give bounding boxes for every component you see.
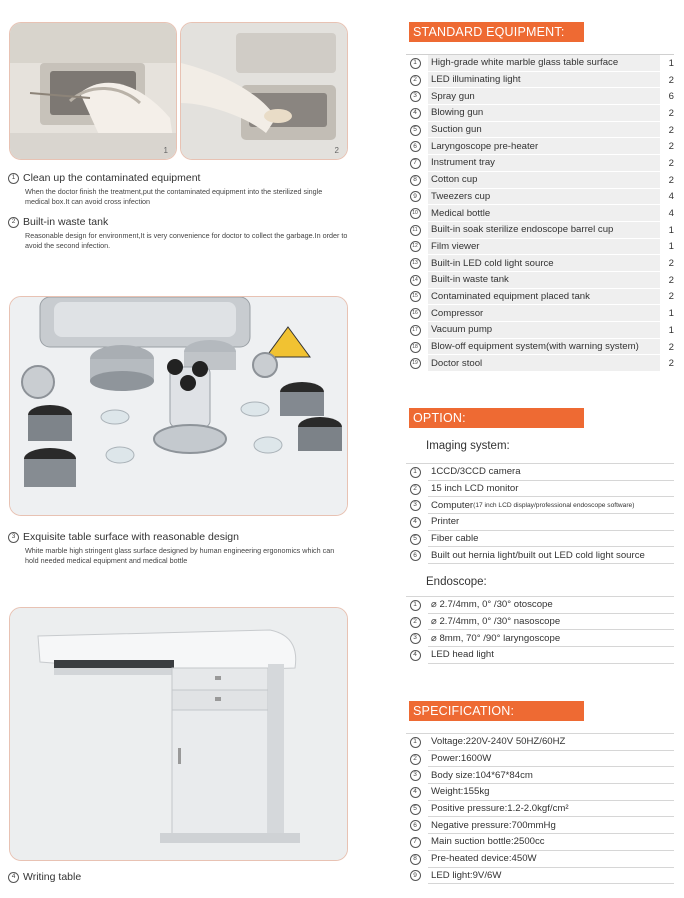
row-quantity: 2 bbox=[668, 291, 674, 303]
row-label-cell bbox=[428, 339, 660, 356]
table-row bbox=[406, 138, 674, 155]
table-row bbox=[406, 547, 674, 564]
row-label-cell bbox=[428, 305, 660, 322]
number-circle-icon: 6 bbox=[410, 141, 421, 152]
table-row bbox=[406, 239, 674, 256]
number-circle-icon: 2 bbox=[410, 484, 421, 495]
row-label: Printer bbox=[431, 516, 460, 528]
table-row bbox=[406, 88, 674, 105]
number-circle-icon: 1 bbox=[410, 600, 421, 611]
row-label-cell bbox=[428, 784, 674, 801]
caption-text: Reasonable design for environment,It is very convenience for doctor to collect the garbage.In order to avoid the second infection. bbox=[25, 231, 348, 250]
table-row bbox=[406, 734, 674, 751]
row-label: Built-in soak sterilize endoscope barrel cup bbox=[431, 224, 614, 236]
row-label-cell bbox=[428, 597, 674, 614]
row-quantity: 4 bbox=[668, 208, 674, 220]
row-label-cell bbox=[428, 322, 660, 339]
table-row bbox=[406, 305, 674, 322]
row-label: Built-in LED cold light source bbox=[431, 257, 554, 269]
table-row bbox=[406, 801, 674, 818]
row-label-cell bbox=[428, 751, 674, 768]
photo-writing-table bbox=[9, 607, 348, 861]
specification-heading: SPECIFICATION: bbox=[409, 701, 584, 721]
number-circle-icon: 4 bbox=[8, 872, 19, 883]
row-label: Built-in waste tank bbox=[431, 274, 509, 286]
row-quantity: 2 bbox=[668, 358, 674, 370]
row-label-cell bbox=[428, 155, 660, 172]
row-label-cell bbox=[428, 481, 674, 498]
table-row bbox=[406, 355, 674, 372]
row-quantity: 4 bbox=[668, 191, 674, 203]
row-label: Contaminated equipment placed tank bbox=[431, 290, 590, 302]
caption-text: White marble high stringent glass surface designed by human engineering ergonomics which can hold needed medical equipment and medical bottle bbox=[25, 546, 335, 565]
imaging-system-table bbox=[406, 463, 674, 564]
row-label: Tweezers cup bbox=[431, 190, 491, 202]
number-circle-icon: 7 bbox=[410, 837, 421, 848]
number-circle-icon: 1 bbox=[8, 173, 19, 184]
caption-table-surface bbox=[8, 531, 348, 566]
caption-title: Exquisite table surface with reasonable design bbox=[23, 531, 239, 543]
number-circle-icon: 18 bbox=[410, 342, 421, 353]
endoscope-heading: Endoscope: bbox=[426, 576, 487, 588]
row-quantity: 2 bbox=[668, 74, 674, 86]
row-quantity: 2 bbox=[668, 174, 674, 186]
table-row bbox=[406, 767, 674, 784]
standard-equipment-heading: STANDARD EQUIPMENT: bbox=[409, 22, 584, 42]
number-circle-icon: 2 bbox=[410, 617, 421, 628]
row-note: (17 inch LCD display/professional endoscope software) bbox=[473, 501, 635, 509]
row-quantity: 1 bbox=[668, 324, 674, 336]
number-circle-icon: 16 bbox=[410, 308, 421, 319]
table-row bbox=[406, 834, 674, 851]
imaging-system-heading: Imaging system: bbox=[426, 440, 510, 452]
number-circle-icon: 14 bbox=[410, 275, 421, 286]
number-circle-icon: 19 bbox=[410, 358, 421, 369]
row-label: Power:1600W bbox=[431, 753, 492, 765]
table-row bbox=[406, 289, 674, 306]
row-label: Voltage:220V-240V 50HZ/60HZ bbox=[431, 736, 566, 748]
number-circle-icon: 6 bbox=[410, 820, 421, 831]
row-label: Blow-off equipment system(with warning system) bbox=[431, 341, 639, 353]
row-label-cell bbox=[428, 767, 674, 784]
table-row bbox=[406, 55, 674, 72]
table-row bbox=[406, 464, 674, 481]
table-row bbox=[406, 72, 674, 89]
number-circle-icon: 3 bbox=[410, 770, 421, 781]
specification-table bbox=[406, 733, 674, 884]
row-label: 1CCD/3CCD camera bbox=[431, 466, 521, 478]
row-label: Pre-heated device:450W bbox=[431, 853, 537, 865]
option-heading: OPTION: bbox=[409, 408, 584, 428]
row-label-cell bbox=[428, 355, 660, 372]
row-label: Film viewer bbox=[431, 240, 480, 252]
row-quantity: 2 bbox=[668, 107, 674, 119]
table-row bbox=[406, 614, 674, 631]
photo-number: 1 bbox=[163, 146, 168, 155]
table-row bbox=[406, 784, 674, 801]
table-row bbox=[406, 322, 674, 339]
number-circle-icon: 4 bbox=[410, 787, 421, 798]
table-row bbox=[406, 122, 674, 139]
table-row bbox=[406, 481, 674, 498]
row-quantity: 1 bbox=[668, 308, 674, 320]
number-circle-icon: 11 bbox=[410, 225, 421, 236]
row-label: Compressor bbox=[431, 307, 484, 319]
table-row bbox=[406, 497, 674, 514]
row-label-cell bbox=[428, 614, 674, 631]
row-label-cell bbox=[428, 514, 674, 531]
row-quantity: 1 bbox=[668, 224, 674, 236]
row-quantity: 2 bbox=[668, 141, 674, 153]
row-label: ⌀ 8mm, 70° /90° laryngoscope bbox=[431, 632, 561, 644]
row-label-cell bbox=[428, 55, 660, 72]
number-circle-icon: 3 bbox=[8, 532, 19, 543]
row-label-cell bbox=[428, 647, 674, 664]
table-row bbox=[406, 851, 674, 868]
caption-title: Writing table bbox=[23, 871, 82, 883]
number-circle-icon: 4 bbox=[410, 517, 421, 528]
row-quantity: 1 bbox=[668, 57, 674, 69]
row-label-cell bbox=[428, 464, 674, 481]
row-label-cell bbox=[428, 122, 660, 139]
row-label-cell bbox=[428, 817, 674, 834]
row-label: Doctor stool bbox=[431, 357, 483, 369]
row-quantity: 2 bbox=[668, 157, 674, 169]
row-label-cell bbox=[428, 497, 674, 514]
row-label-cell bbox=[428, 630, 674, 647]
row-label-cell bbox=[428, 868, 674, 885]
number-circle-icon: 2 bbox=[8, 217, 19, 228]
row-label: LED light:9V/6W bbox=[431, 869, 502, 881]
table-row bbox=[406, 222, 674, 239]
caption-writing-table bbox=[8, 871, 348, 883]
number-circle-icon: 8 bbox=[410, 175, 421, 186]
table-row bbox=[406, 272, 674, 289]
row-label-cell bbox=[428, 138, 660, 155]
row-label: Suction gun bbox=[431, 124, 482, 136]
table-row bbox=[406, 514, 674, 531]
row-label-cell bbox=[428, 289, 660, 306]
number-circle-icon: 5 bbox=[410, 804, 421, 815]
row-label-cell bbox=[428, 205, 660, 222]
row-quantity: 2 bbox=[668, 274, 674, 286]
row-label: Blowing gun bbox=[431, 107, 484, 119]
row-label: Body size:104*67*84cm bbox=[431, 769, 533, 781]
row-label-cell bbox=[428, 189, 660, 206]
caption-title: Built-in waste tank bbox=[23, 216, 109, 228]
number-circle-icon: 4 bbox=[410, 650, 421, 661]
row-label: Instrument tray bbox=[431, 157, 495, 169]
table-row bbox=[406, 630, 674, 647]
table-row bbox=[406, 172, 674, 189]
row-label: Medical bottle bbox=[431, 207, 491, 219]
row-quantity: 2 bbox=[668, 341, 674, 353]
row-label-cell bbox=[428, 834, 674, 851]
number-circle-icon: 17 bbox=[410, 325, 421, 336]
row-label: Negative pressure:700mmHg bbox=[431, 819, 556, 831]
table-row bbox=[406, 751, 674, 768]
row-label-cell bbox=[428, 239, 660, 256]
caption-title: Clean up the contaminated equipment bbox=[23, 172, 201, 184]
number-circle-icon: 13 bbox=[410, 258, 421, 269]
row-label-cell bbox=[428, 172, 660, 189]
row-label: Weight:155kg bbox=[431, 786, 490, 798]
row-label-cell bbox=[428, 88, 660, 105]
row-label-cell bbox=[428, 222, 660, 239]
number-circle-icon: 9 bbox=[410, 191, 421, 202]
table-row bbox=[406, 817, 674, 834]
number-circle-icon: 3 bbox=[410, 91, 421, 102]
number-circle-icon: 1 bbox=[410, 58, 421, 69]
caption-waste-tank bbox=[8, 216, 348, 251]
row-label: Cotton cup bbox=[431, 174, 478, 186]
table-row bbox=[406, 868, 674, 885]
row-label-cell bbox=[428, 105, 660, 122]
number-circle-icon: 2 bbox=[410, 75, 421, 86]
table-row bbox=[406, 597, 674, 614]
row-label-cell bbox=[428, 547, 674, 564]
number-circle-icon: 2 bbox=[410, 754, 421, 765]
row-label: ⌀ 2.7/4mm, 0° /30° otoscope bbox=[431, 599, 553, 611]
table-row bbox=[406, 647, 674, 664]
row-label: LED illuminating light bbox=[431, 74, 521, 86]
number-circle-icon: 15 bbox=[410, 291, 421, 302]
table-row bbox=[406, 155, 674, 172]
table-row bbox=[406, 255, 674, 272]
number-circle-icon: 6 bbox=[410, 550, 421, 561]
row-label-cell bbox=[428, 72, 660, 89]
number-circle-icon: 1 bbox=[410, 737, 421, 748]
number-circle-icon: 3 bbox=[410, 500, 421, 511]
number-circle-icon: 3 bbox=[410, 633, 421, 644]
row-label-cell bbox=[428, 851, 674, 868]
caption-clean-up bbox=[8, 172, 348, 207]
row-label: Laryngoscope pre-heater bbox=[431, 140, 539, 152]
row-label: Positive pressure:1.2-2.0kgf/cm² bbox=[431, 803, 569, 815]
number-circle-icon: 5 bbox=[410, 125, 421, 136]
row-label: Vacuum pump bbox=[431, 324, 493, 336]
row-quantity: 6 bbox=[668, 91, 674, 103]
row-label: LED head light bbox=[431, 649, 494, 661]
number-circle-icon: 10 bbox=[410, 208, 421, 219]
number-circle-icon: 4 bbox=[410, 108, 421, 119]
row-quantity: 2 bbox=[668, 124, 674, 136]
row-label: High-grade white marble glass table surface bbox=[431, 57, 619, 69]
photo-contaminated-equipment-2 bbox=[180, 22, 348, 160]
standard-equipment-table bbox=[406, 54, 674, 372]
row-label: Fiber cable bbox=[431, 533, 479, 545]
row-label: Computer bbox=[431, 499, 474, 511]
number-circle-icon: 1 bbox=[410, 467, 421, 478]
table-row bbox=[406, 105, 674, 122]
row-label: Spray gun bbox=[431, 90, 475, 102]
number-circle-icon: 9 bbox=[410, 870, 421, 881]
photo-contaminated-equipment-1 bbox=[9, 22, 177, 160]
number-circle-icon: 8 bbox=[410, 854, 421, 865]
row-label-cell bbox=[428, 801, 674, 818]
number-circle-icon: 12 bbox=[410, 241, 421, 252]
number-circle-icon: 7 bbox=[410, 158, 421, 169]
row-label-cell bbox=[428, 531, 674, 548]
endoscope-table bbox=[406, 596, 674, 664]
row-label: Built out hernia light/built out LED cold light source bbox=[431, 549, 645, 561]
row-label-cell bbox=[428, 255, 660, 272]
row-label-cell bbox=[428, 734, 674, 751]
number-circle-icon: 5 bbox=[410, 534, 421, 545]
table-row bbox=[406, 205, 674, 222]
caption-text: When the doctor finish the treatment,put the contaminated equipment into the sterilized single medical box.It can avoid cross infection bbox=[25, 187, 323, 206]
table-row bbox=[406, 189, 674, 206]
photo-number: 2 bbox=[334, 146, 339, 155]
row-label-cell bbox=[428, 272, 660, 289]
photo-table-surface bbox=[9, 296, 348, 516]
row-quantity: 1 bbox=[668, 241, 674, 253]
table-row bbox=[406, 339, 674, 356]
table-row bbox=[406, 531, 674, 548]
row-label: Main suction bottle:2500cc bbox=[431, 836, 545, 848]
row-label: 15 inch LCD monitor bbox=[431, 483, 519, 495]
row-quantity: 2 bbox=[668, 258, 674, 270]
row-label: ⌀ 2.7/4mm, 0° /30° nasoscope bbox=[431, 616, 561, 628]
